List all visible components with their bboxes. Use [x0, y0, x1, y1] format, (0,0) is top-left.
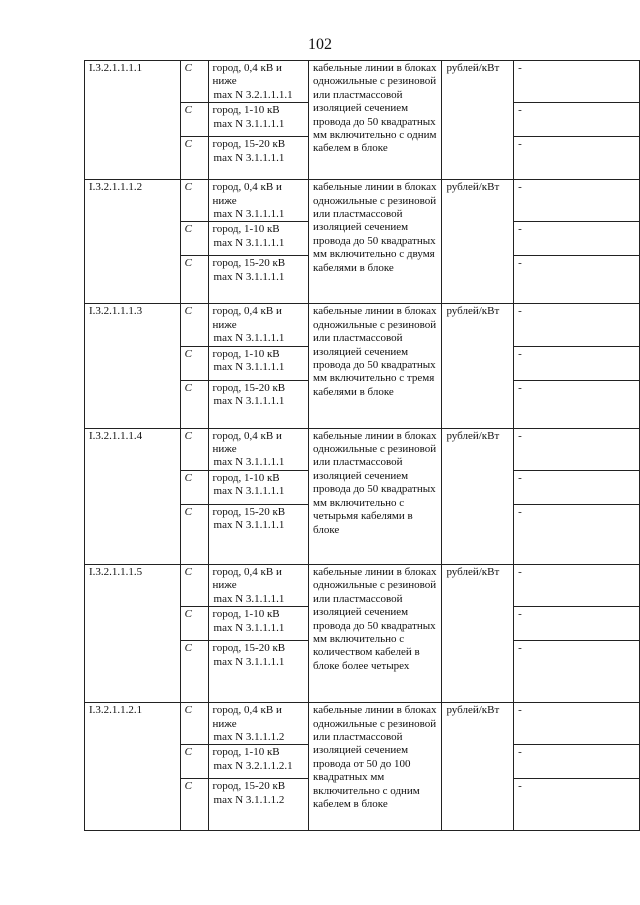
condition-cell: [208, 745, 309, 779]
condition-max-n: max N 3.1.1.1.1: [213, 456, 285, 469]
unit-label: рублей/кВт: [442, 564, 514, 702]
category-symbol: С: [180, 61, 208, 103]
table-row: [85, 428, 640, 470]
condition-cell: [208, 103, 309, 137]
condition-cell: [208, 180, 309, 222]
rate-value: -: [514, 180, 640, 222]
rate-value: -: [514, 564, 640, 606]
condition-voltage: город, 15-20 кВ: [212, 505, 286, 518]
condition-max-n: max N 3.1.1.1.1: [213, 485, 285, 498]
category-symbol: С: [180, 779, 208, 831]
table-row: [85, 564, 640, 606]
condition-voltage: город, 1-10 кВ: [212, 746, 280, 759]
cable-description: кабельные линии в блоках одножильные с резиновой или пластмассовой изоляцией сечением провода до 50 квадратных мм включительно с двумя кабелями в блоке: [309, 180, 442, 304]
condition-voltage: город, 0,4 кВ и ниже: [212, 704, 282, 730]
unit-label: рублей/кВт: [442, 180, 514, 304]
condition-max-n: max N 3.1.1.1.1: [213, 621, 285, 634]
condition-voltage: город, 15-20 кВ: [212, 381, 286, 394]
category-symbol: С: [180, 428, 208, 470]
rate-value: -: [514, 346, 640, 380]
category-symbol: С: [180, 504, 208, 564]
rate-value: -: [514, 470, 640, 504]
condition-voltage: город, 15-20 кВ: [212, 780, 286, 793]
condition-max-n: max N 3.1.1.1.1: [213, 395, 285, 408]
condition-max-n: max N 3.1.1.1.1: [213, 151, 285, 164]
condition-cell: [208, 61, 309, 103]
rate-value: -: [514, 504, 640, 564]
unit-label: рублей/кВт: [442, 428, 514, 564]
rate-value: -: [514, 103, 640, 137]
rate-value: -: [514, 61, 640, 103]
condition-max-n: max N 3.1.1.1.1: [213, 332, 285, 345]
condition-max-n: max N 3.1.1.1.1: [213, 236, 285, 249]
condition-max-n: max N 3.2.1.1.2.1: [213, 759, 293, 772]
condition-cell: [208, 504, 309, 564]
condition-cell: [208, 304, 309, 346]
condition-max-n: max N 3.1.1.1.1: [213, 117, 285, 130]
cable-description: кабельные линии в блоках одножильные с резиновой или пластмассовой изоляцией сечением провода до 50 квадратных мм включительно с тремя кабелями в блоке: [309, 304, 442, 428]
item-code: I.3.2.1.1.1.5: [85, 564, 181, 702]
condition-cell: [208, 256, 309, 304]
condition-max-n: max N 3.1.1.1.1: [213, 208, 285, 221]
category-symbol: С: [180, 346, 208, 380]
condition-cell: [208, 703, 309, 745]
condition-cell: [208, 222, 309, 256]
condition-cell: [208, 607, 309, 641]
condition-max-n: max N 3.1.1.1.2: [213, 730, 285, 743]
rate-value: -: [514, 256, 640, 304]
condition-cell: [208, 137, 309, 180]
cable-description: кабельные линии в блоках одножильные с резиновой или пластмассовой изоляцией сечением провода от 50 до 100 квадратных мм включительно с одним кабелем в блоке: [309, 703, 442, 831]
condition-voltage: город, 1-10 кВ: [212, 347, 280, 360]
rate-value: -: [514, 703, 640, 745]
tariff-table-body: [85, 61, 640, 831]
category-symbol: С: [180, 470, 208, 504]
item-code: I.3.2.1.1.2.1: [85, 703, 181, 831]
rate-value: -: [514, 641, 640, 703]
condition-max-n: max N 3.2.1.1.1.1: [213, 88, 293, 101]
condition-cell: [208, 641, 309, 703]
category-symbol: С: [180, 222, 208, 256]
rate-value: -: [514, 607, 640, 641]
cable-description: кабельные линии в блоках одножильные с резиновой или пластмассовой изоляцией сечением провода до 50 квадратных мм включительно с количеством кабелей в блоке более четырех: [309, 564, 442, 702]
condition-voltage: город, 1-10 кВ: [212, 608, 280, 621]
rate-value: -: [514, 304, 640, 346]
condition-voltage: город, 0,4 кВ и ниже: [212, 429, 282, 456]
table-row: [85, 703, 640, 745]
unit-label: рублей/кВт: [442, 304, 514, 428]
cable-description: кабельные линии в блоках одножильные с резиновой или пластмассовой изоляцией сечением провода до 50 квадратных мм включительно с четырьмя кабелями в блоке: [309, 428, 442, 564]
category-symbol: С: [180, 137, 208, 180]
condition-cell: [208, 346, 309, 380]
condition-cell: [208, 564, 309, 606]
condition-max-n: max N 3.1.1.1.1: [213, 361, 285, 374]
condition-voltage: город, 0,4 кВ и ниже: [212, 181, 282, 207]
condition-max-n: max N 3.1.1.1.1: [213, 270, 285, 283]
category-symbol: С: [180, 380, 208, 428]
rate-value: -: [514, 222, 640, 256]
rate-value: -: [514, 137, 640, 180]
condition-max-n: max N 3.1.1.1.2: [213, 793, 285, 806]
category-symbol: С: [180, 745, 208, 779]
rate-value: -: [514, 380, 640, 428]
item-code: I.3.2.1.1.1.4: [85, 428, 181, 564]
table-row: [85, 61, 640, 103]
cable-description: кабельные линии в блоках одножильные с резиновой или пластмассовой изоляцией сечением провода до 50 квадратных мм включительно с одним кабелем в блоке: [309, 61, 442, 180]
category-symbol: С: [180, 564, 208, 606]
table-row: [85, 180, 640, 222]
category-symbol: С: [180, 607, 208, 641]
category-symbol: С: [180, 703, 208, 745]
condition-voltage: город, 15-20 кВ: [212, 138, 286, 151]
unit-label: рублей/кВт: [442, 61, 514, 180]
rate-value: -: [514, 428, 640, 470]
condition-voltage: город, 0,4 кВ и ниже: [212, 62, 282, 88]
condition-cell: [208, 380, 309, 428]
unit-label: рублей/кВт: [442, 703, 514, 831]
rate-value: -: [514, 745, 640, 779]
condition-voltage: город, 0,4 кВ и ниже: [212, 305, 282, 331]
condition-voltage: город, 1-10 кВ: [212, 223, 280, 236]
item-code: I.3.2.1.1.1.1: [85, 61, 181, 180]
page-number: 102: [308, 36, 332, 53]
table-row: [85, 304, 640, 346]
condition-max-n: max N 3.1.1.1.1: [213, 519, 285, 532]
condition-voltage: город, 1-10 кВ: [212, 471, 280, 484]
condition-voltage: город, 1-10 кВ: [212, 104, 280, 117]
category-symbol: С: [180, 103, 208, 137]
condition-cell: [208, 428, 309, 470]
condition-cell: [208, 779, 309, 831]
tariff-table: [84, 60, 640, 831]
condition-voltage: город, 15-20 кВ: [212, 257, 286, 270]
category-symbol: С: [180, 256, 208, 304]
item-code: I.3.2.1.1.1.2: [85, 180, 181, 304]
condition-max-n: max N 3.1.1.1.1: [213, 655, 285, 668]
item-code: I.3.2.1.1.1.3: [85, 304, 181, 428]
condition-voltage: город, 15-20 кВ: [212, 642, 286, 655]
category-symbol: С: [180, 304, 208, 346]
rate-value: -: [514, 779, 640, 831]
condition-voltage: город, 0,4 кВ и ниже: [212, 565, 282, 592]
condition-cell: [208, 470, 309, 504]
condition-max-n: max N 3.1.1.1.1: [213, 592, 285, 605]
category-symbol: С: [180, 641, 208, 703]
category-symbol: С: [180, 180, 208, 222]
